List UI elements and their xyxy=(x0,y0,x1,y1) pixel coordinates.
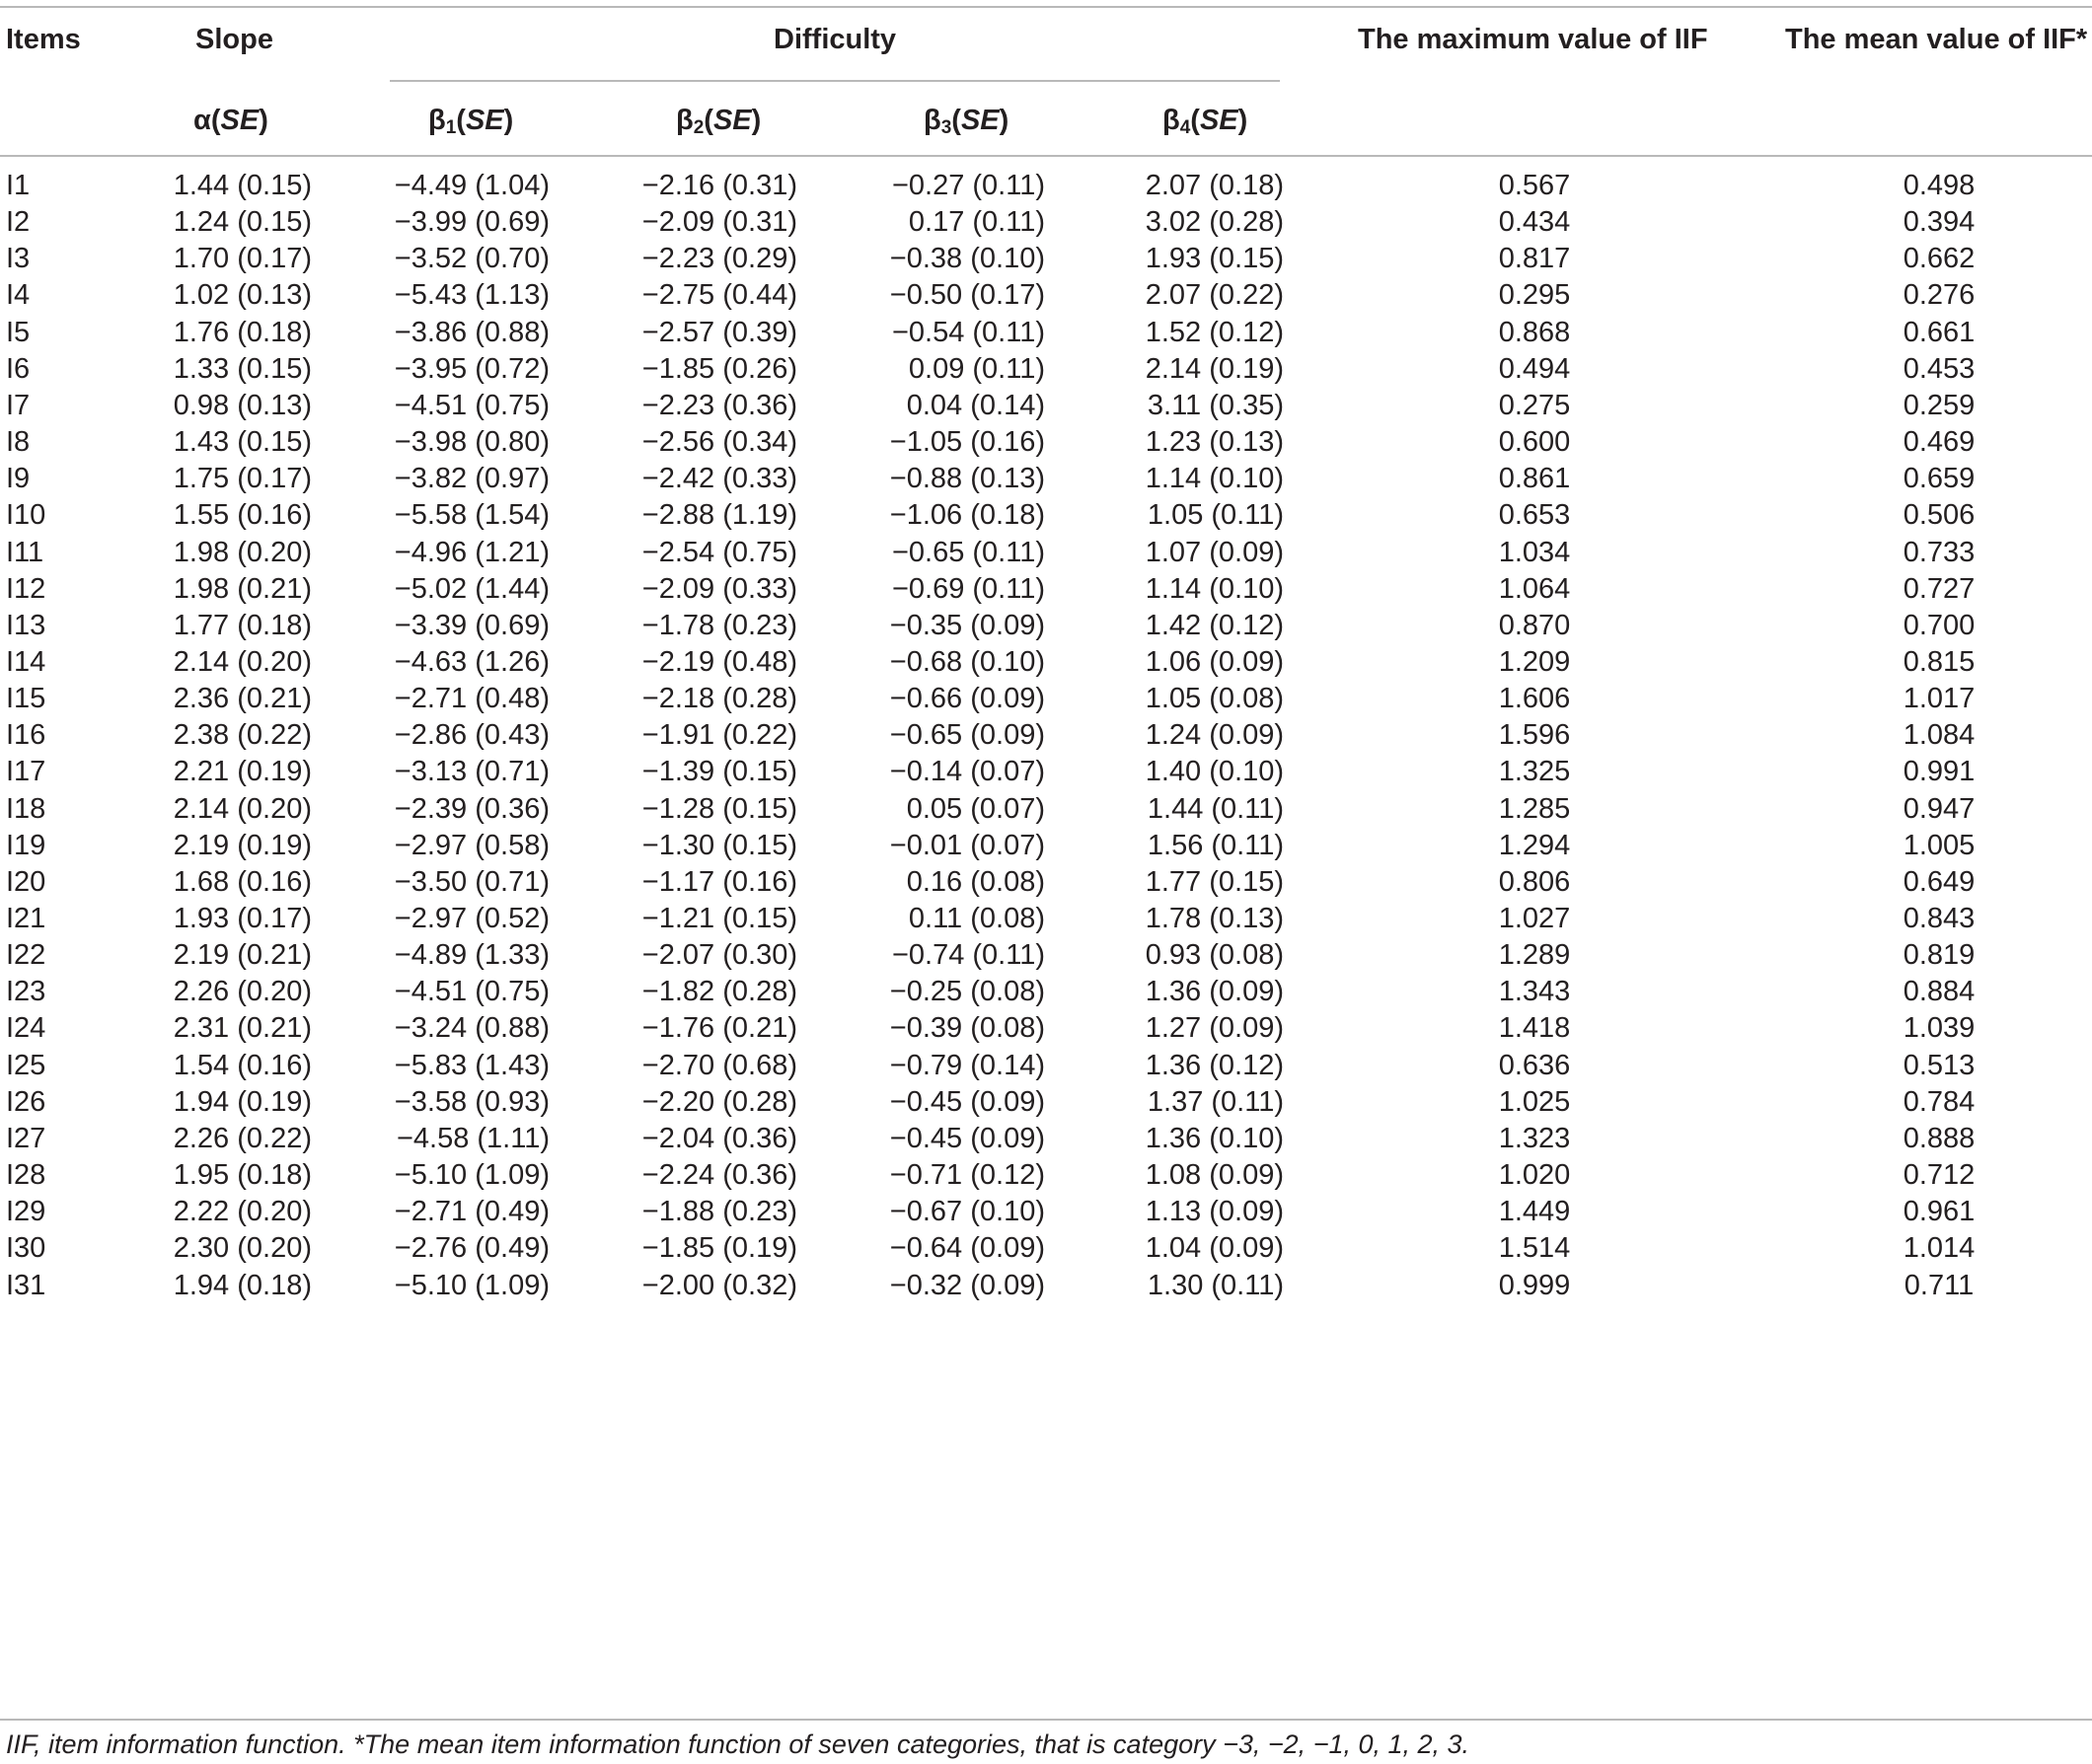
beta4-value: 0.93 (0.08) xyxy=(1145,939,1284,972)
mean-iif-value: 0.884 xyxy=(1903,976,1976,1008)
item-label: I14 xyxy=(6,645,46,678)
header-difficulty: Difficulty xyxy=(774,24,897,55)
beta2-value: −2.09 (0.33) xyxy=(641,572,797,605)
max-iif-value: 1.285 xyxy=(1498,792,1571,825)
se-label: SE xyxy=(1199,105,1238,136)
se-label: SE xyxy=(960,105,1000,136)
beta1-value: −2.76 (0.49) xyxy=(394,1232,550,1265)
beta2-value: −2.56 (0.34) xyxy=(641,426,797,459)
slope-value: 1.44 (0.15) xyxy=(173,170,312,201)
beta3-value: −0.54 (0.11) xyxy=(891,316,1045,348)
beta2-value: −1.28 (0.15) xyxy=(641,792,797,825)
beta2-value: −2.24 (0.36) xyxy=(641,1159,797,1192)
max-iif-value: 0.870 xyxy=(1498,609,1571,641)
beta3-value: −0.69 (0.11) xyxy=(891,572,1045,605)
slope-value: 2.31 (0.21) xyxy=(173,1012,312,1045)
header-beta4-se: $\beta_4(SE)$ xyxy=(1162,105,1248,138)
slope-value: 2.21 (0.19) xyxy=(173,756,312,788)
beta4-value: 1.52 (0.12) xyxy=(1145,316,1284,348)
beta1-value: −3.82 (0.97) xyxy=(394,463,550,495)
mean-iif-value: 0.947 xyxy=(1903,792,1976,825)
beta4-value: 1.30 (0.11) xyxy=(1147,1269,1284,1301)
beta3-value: −0.25 (0.08) xyxy=(889,976,1045,1008)
beta3-value: −0.39 (0.08) xyxy=(889,1012,1045,1045)
item-label: I12 xyxy=(6,572,46,605)
item-label: I22 xyxy=(6,939,46,972)
beta3-value: 0.09 (0.11) xyxy=(908,352,1045,385)
mean-iif-value: 1.014 xyxy=(1903,1232,1976,1265)
slope-value: 1.93 (0.17) xyxy=(173,903,312,934)
slope-value: 0.98 (0.13) xyxy=(173,389,312,421)
mean-iif-value: 0.888 xyxy=(1903,1122,1976,1154)
beta3-value: −0.65 (0.11) xyxy=(891,536,1045,568)
beta1-value: −5.43 (1.13) xyxy=(394,279,550,312)
beta4-value: 1.24 (0.09) xyxy=(1145,719,1284,752)
beta-subscript: 2 xyxy=(693,117,705,138)
item-label: I10 xyxy=(6,499,46,532)
beta1-value: −3.58 (0.93) xyxy=(394,1085,550,1118)
beta1-value: −5.02 (1.44) xyxy=(394,572,550,605)
beta4-value: 2.14 (0.19) xyxy=(1145,352,1284,385)
slope-value: 2.30 (0.20) xyxy=(173,1232,312,1265)
beta-symbol: β xyxy=(676,105,694,136)
beta4-value: 1.05 (0.11) xyxy=(1147,499,1284,532)
beta4-value: 1.36 (0.10) xyxy=(1145,1122,1284,1154)
max-iif-value: 0.817 xyxy=(1498,243,1571,275)
item-label: I2 xyxy=(6,206,31,239)
se-label: SE xyxy=(712,105,752,136)
mean-iif-value: 0.453 xyxy=(1903,352,1976,385)
max-iif-value: 0.861 xyxy=(1498,463,1571,495)
beta3-value: −0.35 (0.09) xyxy=(889,609,1045,641)
beta4-value: 2.07 (0.18) xyxy=(1145,170,1284,201)
header-beta1-se: $\beta_1(SE)$ xyxy=(428,105,514,138)
beta4-value: 1.08 (0.09) xyxy=(1145,1159,1284,1192)
beta3-value: 0.17 (0.11) xyxy=(908,206,1045,239)
max-iif-value: 1.606 xyxy=(1498,683,1571,715)
slope-value: 1.43 (0.15) xyxy=(173,426,312,459)
max-iif-value: 0.806 xyxy=(1498,865,1571,898)
slope-value: 1.94 (0.18) xyxy=(173,1269,312,1301)
beta1-value: −4.58 (1.11) xyxy=(396,1122,550,1154)
beta3-value: −0.50 (0.17) xyxy=(889,279,1045,312)
beta3-value: 0.11 (0.08) xyxy=(908,903,1045,934)
beta1-value: −4.89 (1.33) xyxy=(394,939,550,972)
beta1-value: −3.50 (0.71) xyxy=(394,865,550,898)
slope-value: 1.98 (0.20) xyxy=(173,536,312,568)
mean-iif-value: 0.649 xyxy=(1903,865,1976,898)
beta-symbol: β xyxy=(1162,105,1180,136)
beta1-value: −4.63 (1.26) xyxy=(394,645,550,678)
beta4-value: 1.13 (0.09) xyxy=(1145,1196,1284,1228)
mean-iif-value: 0.700 xyxy=(1903,609,1976,641)
beta1-value: −2.97 (0.52) xyxy=(394,903,550,934)
slope-value: 1.24 (0.15) xyxy=(173,206,312,239)
mean-iif-value: 0.662 xyxy=(1903,243,1976,275)
beta2-value: −2.70 (0.68) xyxy=(641,1049,797,1081)
item-label: I18 xyxy=(6,792,46,825)
beta-symbol: β xyxy=(924,105,941,136)
header-bottom-rule xyxy=(0,155,2092,157)
beta1-value: −2.86 (0.43) xyxy=(394,719,550,752)
beta4-value: 1.23 (0.13) xyxy=(1145,426,1284,459)
table-bottom-rule xyxy=(0,1719,2092,1721)
beta-subscript: 1 xyxy=(445,117,457,138)
beta1-value: −4.49 (1.04) xyxy=(394,170,550,201)
max-iif-value: 0.275 xyxy=(1498,389,1571,421)
beta2-value: −2.54 (0.75) xyxy=(641,536,797,568)
beta2-value: −2.23 (0.36) xyxy=(641,389,797,421)
beta1-value: −4.96 (1.21) xyxy=(394,536,550,568)
item-label: I31 xyxy=(6,1269,46,1301)
beta3-value: −0.68 (0.10) xyxy=(889,645,1045,678)
beta4-value: 1.42 (0.12) xyxy=(1145,609,1284,641)
slope-value: 2.38 (0.22) xyxy=(173,719,312,752)
slope-value: 1.95 (0.18) xyxy=(173,1159,312,1192)
max-iif-value: 1.025 xyxy=(1498,1085,1571,1118)
beta4-value: 1.06 (0.09) xyxy=(1145,645,1284,678)
beta4-value: 1.36 (0.12) xyxy=(1145,1049,1284,1081)
slope-value: 1.68 (0.16) xyxy=(173,865,312,898)
beta2-value: −2.00 (0.32) xyxy=(641,1269,797,1301)
beta3-value: −0.32 (0.09) xyxy=(889,1269,1045,1301)
slope-value: 1.76 (0.18) xyxy=(173,316,312,348)
header-beta2-se: $\beta_2(SE)$ xyxy=(676,105,762,138)
slope-value: 1.77 (0.18) xyxy=(173,609,312,641)
max-iif-value: 0.600 xyxy=(1498,426,1571,459)
se-label: SE xyxy=(220,105,260,136)
max-iif-value: 0.653 xyxy=(1498,499,1571,532)
item-label: I24 xyxy=(6,1012,46,1045)
mean-iif-value: 0.659 xyxy=(1903,463,1976,495)
beta3-value: −0.64 (0.09) xyxy=(889,1232,1045,1265)
beta2-value: −1.85 (0.19) xyxy=(641,1232,797,1265)
item-label: I26 xyxy=(6,1085,46,1118)
beta1-value: −5.10 (1.09) xyxy=(394,1159,550,1192)
mean-iif-value: 1.039 xyxy=(1903,1012,1976,1045)
beta3-value: −0.45 (0.09) xyxy=(889,1085,1045,1118)
beta4-value: 3.11 (0.35) xyxy=(1147,389,1284,421)
header-max-iif: The maximum value of IIF xyxy=(1358,24,1708,55)
max-iif-value: 1.289 xyxy=(1498,939,1571,972)
beta2-value: −2.42 (0.33) xyxy=(641,463,797,495)
beta3-value: −1.05 (0.16) xyxy=(889,426,1045,459)
slope-value: 2.14 (0.20) xyxy=(173,792,312,825)
beta2-value: −2.07 (0.30) xyxy=(641,939,797,972)
slope-value: 2.26 (0.20) xyxy=(173,976,312,1008)
max-iif-value: 0.494 xyxy=(1498,352,1571,385)
item-label: I29 xyxy=(6,1196,46,1228)
beta1-value: −5.58 (1.54) xyxy=(394,499,550,532)
beta4-value: 1.27 (0.09) xyxy=(1145,1012,1284,1045)
item-label: I15 xyxy=(6,683,46,715)
beta3-value: −0.45 (0.09) xyxy=(889,1122,1045,1154)
mean-iif-value: 0.498 xyxy=(1903,170,1976,201)
beta2-value: −2.19 (0.48) xyxy=(641,645,797,678)
item-label: I30 xyxy=(6,1232,46,1265)
mean-iif-value: 0.712 xyxy=(1903,1159,1976,1192)
beta1-value: −3.86 (0.88) xyxy=(394,316,550,348)
beta3-value: −0.74 (0.11) xyxy=(891,939,1045,972)
beta1-value: −3.99 (0.69) xyxy=(394,206,550,239)
beta2-value: −2.88 (1.19) xyxy=(641,499,797,532)
beta4-value: 1.05 (0.08) xyxy=(1145,683,1284,715)
slope-value: 1.98 (0.21) xyxy=(173,572,312,605)
beta4-value: 1.04 (0.09) xyxy=(1145,1232,1284,1265)
slope-value: 1.75 (0.17) xyxy=(173,463,312,495)
header-alpha-se: α(SE) xyxy=(193,105,268,136)
header-beta3-se: $\beta_3(SE)$ xyxy=(924,105,1009,138)
beta4-value: 1.07 (0.09) xyxy=(1145,536,1284,568)
beta1-value: −3.52 (0.70) xyxy=(394,243,550,275)
item-label: I16 xyxy=(6,719,46,752)
mean-iif-value: 0.711 xyxy=(1904,1269,1975,1301)
beta4-value: 1.77 (0.15) xyxy=(1145,865,1284,898)
beta1-value: −4.51 (0.75) xyxy=(394,389,550,421)
beta1-value: −2.39 (0.36) xyxy=(394,792,550,825)
item-label: I13 xyxy=(6,609,46,641)
beta4-value: 1.37 (0.11) xyxy=(1147,1085,1284,1118)
slope-value: 2.36 (0.21) xyxy=(173,683,312,715)
max-iif-value: 1.034 xyxy=(1498,536,1571,568)
beta3-value: 0.05 (0.07) xyxy=(906,792,1045,825)
slope-value: 1.02 (0.13) xyxy=(173,279,312,312)
beta2-value: −2.23 (0.29) xyxy=(641,243,797,275)
beta1-value: −2.97 (0.58) xyxy=(394,829,550,861)
max-iif-value: 1.343 xyxy=(1498,976,1571,1008)
beta2-value: −1.88 (0.23) xyxy=(641,1196,797,1228)
se-label: SE xyxy=(465,105,504,136)
max-iif-value: 0.868 xyxy=(1498,316,1571,348)
max-iif-value: 0.434 xyxy=(1498,206,1571,239)
beta3-value: −0.01 (0.07) xyxy=(889,829,1045,861)
max-iif-value: 1.514 xyxy=(1498,1232,1571,1265)
beta2-value: −1.39 (0.15) xyxy=(641,756,797,788)
beta1-value: −2.71 (0.48) xyxy=(394,683,550,715)
max-iif-value: 1.418 xyxy=(1498,1012,1571,1045)
item-label: I8 xyxy=(6,426,31,459)
mean-iif-value: 1.084 xyxy=(1903,719,1976,752)
slope-value: 2.19 (0.19) xyxy=(173,829,312,861)
table-top-rule xyxy=(0,6,2092,8)
beta2-value: −1.78 (0.23) xyxy=(641,609,797,641)
mean-iif-value: 0.784 xyxy=(1903,1085,1976,1118)
beta3-value: −0.14 (0.07) xyxy=(889,756,1045,788)
max-iif-value: 1.323 xyxy=(1498,1122,1571,1154)
beta4-value: 1.78 (0.13) xyxy=(1145,903,1284,934)
beta1-value: −3.24 (0.88) xyxy=(394,1012,550,1045)
item-label: I7 xyxy=(6,389,31,421)
item-label: I23 xyxy=(6,976,46,1008)
item-label: I21 xyxy=(6,903,46,934)
alpha-symbol: α xyxy=(193,105,211,136)
beta1-value: −3.39 (0.69) xyxy=(394,609,550,641)
beta2-value: −2.57 (0.39) xyxy=(641,316,797,348)
beta2-value: −1.82 (0.28) xyxy=(641,976,797,1008)
max-iif-value: 1.027 xyxy=(1498,903,1571,934)
beta1-value: −3.95 (0.72) xyxy=(394,352,550,385)
beta4-value: 1.36 (0.09) xyxy=(1145,976,1284,1008)
beta1-value: −5.83 (1.43) xyxy=(394,1049,550,1081)
beta-symbol: β xyxy=(428,105,446,136)
beta4-value: 1.93 (0.15) xyxy=(1145,243,1284,275)
beta2-value: −1.85 (0.26) xyxy=(641,352,797,385)
item-label: I4 xyxy=(6,279,31,312)
mean-iif-value: 0.727 xyxy=(1903,572,1976,605)
item-label: I11 xyxy=(6,536,44,568)
beta1-value: −3.13 (0.71) xyxy=(394,756,550,788)
beta3-value: −1.06 (0.18) xyxy=(889,499,1045,532)
beta3-value: −0.67 (0.10) xyxy=(889,1196,1045,1228)
item-label: I5 xyxy=(6,316,31,348)
mean-iif-value: 0.513 xyxy=(1903,1049,1976,1081)
beta2-value: −2.16 (0.31) xyxy=(641,170,797,201)
beta4-value: 1.44 (0.11) xyxy=(1147,792,1284,825)
item-label: I1 xyxy=(6,170,31,201)
beta2-value: −2.75 (0.44) xyxy=(641,279,797,312)
slope-value: 1.54 (0.16) xyxy=(173,1049,312,1081)
difficulty-span-rule xyxy=(390,80,1280,82)
item-label: I19 xyxy=(6,829,46,861)
beta2-value: −1.76 (0.21) xyxy=(641,1012,797,1045)
beta3-value: −0.79 (0.14) xyxy=(889,1049,1045,1081)
slope-value: 1.94 (0.19) xyxy=(173,1085,312,1118)
item-label: I3 xyxy=(6,243,31,275)
mean-iif-value: 0.661 xyxy=(1903,316,1976,348)
beta2-value: −1.21 (0.15) xyxy=(641,903,797,934)
mean-iif-value: 0.259 xyxy=(1903,389,1976,421)
item-label: I28 xyxy=(6,1159,46,1192)
beta2-value: −2.20 (0.28) xyxy=(641,1085,797,1118)
max-iif-value: 1.596 xyxy=(1498,719,1571,752)
item-label: I25 xyxy=(6,1049,46,1081)
beta2-value: −1.30 (0.15) xyxy=(641,829,797,861)
slope-value: 2.26 (0.22) xyxy=(173,1122,312,1154)
mean-iif-value: 0.819 xyxy=(1903,939,1976,972)
header-mean-iif: The mean value of IIF* xyxy=(1785,24,2088,55)
item-label: I20 xyxy=(6,865,46,898)
beta4-value: 1.14 (0.10) xyxy=(1145,572,1284,605)
mean-iif-value: 0.506 xyxy=(1903,499,1976,532)
beta-subscript: 4 xyxy=(1179,117,1191,138)
header-items: Items xyxy=(6,24,81,55)
mean-iif-value: 0.394 xyxy=(1903,206,1976,239)
beta3-value: 0.04 (0.14) xyxy=(906,389,1045,421)
header-slope: Slope xyxy=(195,24,273,55)
slope-value: 1.70 (0.17) xyxy=(173,243,312,275)
mean-iif-value: 1.017 xyxy=(1903,683,1976,715)
max-iif-value: 0.567 xyxy=(1498,170,1571,201)
max-iif-value: 1.064 xyxy=(1498,572,1571,605)
max-iif-value: 0.999 xyxy=(1498,1269,1571,1301)
slope-value: 2.22 (0.20) xyxy=(173,1196,312,1228)
beta-subscript: 3 xyxy=(940,117,952,138)
slope-value: 2.14 (0.20) xyxy=(173,645,312,678)
item-label: I9 xyxy=(6,463,31,495)
beta2-value: −2.18 (0.28) xyxy=(641,683,797,715)
beta2-value: −1.17 (0.16) xyxy=(641,865,797,898)
beta3-value: −0.27 (0.11) xyxy=(891,170,1045,201)
beta1-value: −2.71 (0.49) xyxy=(394,1196,550,1228)
max-iif-value: 0.295 xyxy=(1498,279,1571,312)
beta3-value: −0.66 (0.09) xyxy=(889,683,1045,715)
beta3-value: −0.38 (0.10) xyxy=(889,243,1045,275)
beta2-value: −2.09 (0.31) xyxy=(641,206,797,239)
mean-iif-value: 0.733 xyxy=(1903,536,1976,568)
beta4-value: 1.14 (0.10) xyxy=(1145,463,1284,495)
beta1-value: −3.98 (0.80) xyxy=(394,426,550,459)
beta3-value: −0.88 (0.13) xyxy=(889,463,1045,495)
mean-iif-value: 0.843 xyxy=(1903,903,1976,934)
beta1-value: −5.10 (1.09) xyxy=(394,1269,550,1301)
slope-value: 1.33 (0.15) xyxy=(173,352,312,385)
mean-iif-value: 1.005 xyxy=(1903,829,1976,861)
item-label: I6 xyxy=(6,352,31,385)
slope-value: 1.55 (0.16) xyxy=(173,499,312,532)
beta3-value: 0.16 (0.08) xyxy=(906,865,1045,898)
beta2-value: −2.04 (0.36) xyxy=(641,1122,797,1154)
max-iif-value: 1.209 xyxy=(1498,645,1571,678)
table-row xyxy=(0,1261,2092,1310)
beta2-value: −1.91 (0.22) xyxy=(641,719,797,752)
beta1-value: −4.51 (0.75) xyxy=(394,976,550,1008)
table-footnote: IIF, item information function. *The mean item information function of seven categories, that is category −3, −2, −1, 0, 1, 2, 3. xyxy=(6,1729,1470,1759)
max-iif-value: 1.294 xyxy=(1498,829,1571,861)
mean-iif-value: 0.991 xyxy=(1903,756,1976,788)
mean-iif-value: 0.469 xyxy=(1903,426,1976,459)
mean-iif-value: 0.961 xyxy=(1903,1196,1976,1228)
mean-iif-value: 0.276 xyxy=(1903,279,1976,312)
item-label: I17 xyxy=(6,756,46,788)
max-iif-value: 1.020 xyxy=(1498,1159,1571,1192)
slope-value: 2.19 (0.21) xyxy=(173,939,312,972)
item-label: I27 xyxy=(6,1122,46,1154)
beta4-value: 1.56 (0.11) xyxy=(1147,829,1284,861)
beta4-value: 1.40 (0.10) xyxy=(1145,756,1284,788)
beta3-value: −0.65 (0.09) xyxy=(889,719,1045,752)
max-iif-value: 0.636 xyxy=(1498,1049,1571,1081)
max-iif-value: 1.449 xyxy=(1498,1196,1571,1228)
beta4-value: 2.07 (0.22) xyxy=(1145,279,1284,312)
beta4-value: 3.02 (0.28) xyxy=(1145,206,1284,239)
beta3-value: −0.71 (0.12) xyxy=(889,1159,1045,1192)
mean-iif-value: 0.815 xyxy=(1903,645,1976,678)
max-iif-value: 1.325 xyxy=(1498,756,1571,788)
